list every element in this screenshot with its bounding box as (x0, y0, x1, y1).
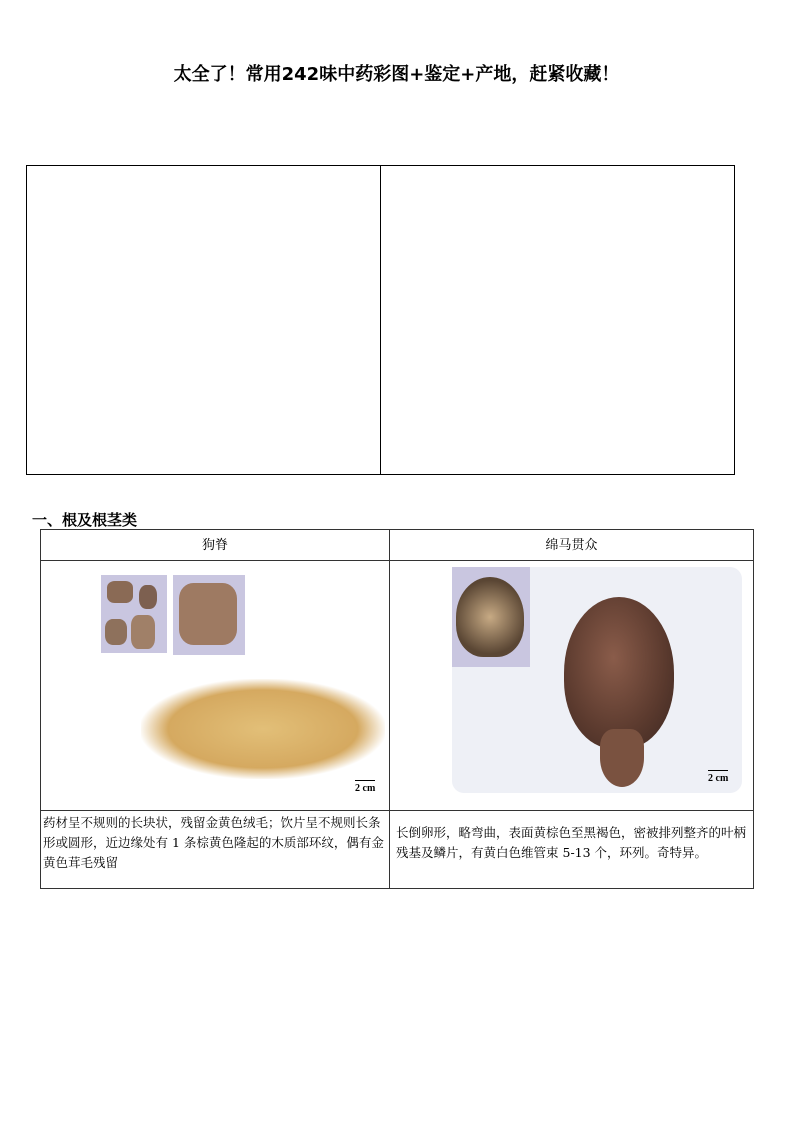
herb-photo (390, 561, 753, 811)
herb-description: 药材呈不规则的长块状，残留金黄色绒毛；饮片呈不规则长条形或圆形，近边缘处有 1 条棕黄色隆起的木质部环纹，偶有金黄色茸毛残留 (43, 815, 384, 870)
scale-bar: 2 cm (708, 773, 729, 784)
empty-cell (27, 166, 381, 474)
empty-cell (381, 166, 734, 474)
herb-column (390, 530, 753, 888)
rhizome-photo (564, 597, 674, 749)
herb-description: 长倒卵形，略弯曲，表面黄棕色至黑褐色，密被排列整齐的叶柄残基及鳞片，有黄白色维管束 5-13 个，环列。奇特异。 (396, 825, 747, 860)
herb-name: 狗脊 (41, 530, 389, 561)
scale-bar: 2 cm (355, 783, 376, 794)
section-heading: 一、根及根茎类 (32, 511, 138, 529)
rhizome-photo (141, 679, 385, 779)
herb-table (40, 529, 754, 889)
section-photo (452, 567, 530, 667)
herb-column (41, 530, 390, 888)
empty-table (26, 165, 735, 475)
page-title: 太全了！常用242味中药彩图+鉴定+产地，赶紧收藏！ (173, 64, 620, 85)
slice-photo (101, 575, 167, 653)
herb-photo (41, 561, 389, 811)
rhizome-tip (600, 729, 644, 787)
herb-name: 绵马贯众 (390, 530, 753, 561)
slice-photo (173, 575, 245, 655)
